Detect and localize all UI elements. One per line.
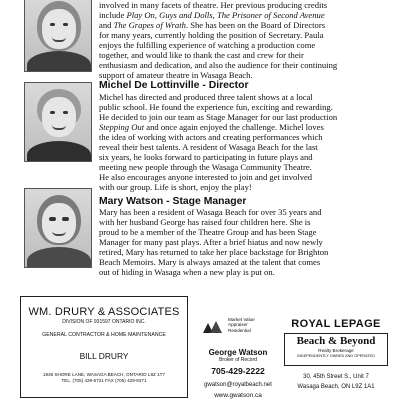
bio-line: Michel has directed and produced three talent shows at a local bbox=[99, 92, 313, 102]
mv-line2: Appraiser bbox=[228, 322, 248, 328]
bio-line: with our group. Life is short, enjoy the play! bbox=[99, 182, 252, 192]
market-value-logo-icon bbox=[202, 320, 224, 334]
bio-line: with her husband George has raised four children here. She is bbox=[99, 217, 311, 227]
portrait-mary bbox=[24, 188, 92, 268]
bio-line: meeting new people through the Wasaga Community Theatre. bbox=[99, 162, 312, 172]
royal-lepage-logo: ROYAL LEPAGE bbox=[291, 318, 381, 330]
bio-line: public school. He found the experience fun, exciting and rewarding. bbox=[99, 102, 333, 112]
bio-paula-text bbox=[99, 0, 387, 80]
bio-mary-text bbox=[99, 207, 387, 277]
bio-title-michel: Michel De Lottinville - Director bbox=[99, 80, 249, 91]
bio-line: enthusiasm and dedication, and also the audience for their continuing bbox=[99, 60, 338, 70]
ad-drury-associates bbox=[20, 296, 188, 398]
bio-line: six years, he looks forward to participating in future plays and bbox=[99, 152, 313, 162]
drury-subtitle: DIVISION OF 931597 ONTARIO INC. bbox=[62, 319, 146, 325]
bio-line: together, and would like to thank the cast and crew for their bbox=[99, 50, 304, 60]
royal-lepage-address: 30, 45th Street S., Unit 7 bbox=[303, 374, 369, 380]
royal-lepage-city: Wasaga Beach, ON L9Z 1A1 bbox=[297, 384, 375, 390]
bio-line: proud to be a member of the Theatre Group and has been Stage bbox=[99, 227, 317, 237]
mv-line3: Residential bbox=[228, 327, 251, 333]
ad-royal-lepage bbox=[284, 318, 388, 400]
bio-line: and The Grapes of Wrath. She has been on the Board of Directors bbox=[99, 20, 326, 30]
bio-line: Stepping Out and once again enjoyed the challenge. Michel loves bbox=[99, 122, 324, 132]
royal-lepage-tagline: INDEPENDENTLY OWNED AND OPERATED bbox=[297, 354, 375, 358]
bio-line: for many years, currently holding the position of Secretary. Paula bbox=[99, 30, 324, 40]
bio-line: enjoys the fulfilling experience of watching a production come bbox=[99, 40, 316, 50]
mv-line1: Market Value bbox=[228, 317, 255, 322]
drury-address: 1946 SHORE LANE, WASAGA BEACH, ONTARIO L9Z 1T7 bbox=[42, 372, 166, 377]
bio-line: He decided to join our team as Stage Manager for our last production bbox=[99, 112, 338, 122]
bio-line: reveal their best talents. A resident of Wasaga Beach for the last bbox=[99, 142, 318, 152]
watson-name: George Watson bbox=[208, 348, 268, 357]
portrait-michel bbox=[24, 82, 92, 162]
royal-lepage-office: Beach & Beyond bbox=[296, 335, 376, 347]
bio-line: include Play On, Guys and Dolls, The Prisoner of Second Avenue bbox=[99, 10, 325, 20]
drury-service: GENERAL CONTRACTOR & HOME MAINTENANCE bbox=[42, 332, 166, 338]
bio-line: out of hiding in Wasaga when a new play is put on. bbox=[99, 267, 275, 277]
watson-website: www.gwatson.ca bbox=[214, 392, 262, 399]
drury-phone: TEL. (705) 429-5721 FAX (705) 429-8371 bbox=[61, 378, 147, 383]
watson-email: gwatson@royalbeach.net bbox=[204, 382, 272, 388]
drury-contact-name: BILL DRURY bbox=[79, 351, 129, 361]
bio-line: retired, Mary has returned to take her place backstage for Brighton bbox=[99, 247, 329, 257]
watson-role: Broker of Record bbox=[219, 357, 257, 363]
market-value-badge bbox=[228, 317, 255, 333]
portrait-paula bbox=[24, 0, 92, 72]
royal-lepage-brokerage: Realty Brokerage bbox=[318, 348, 354, 353]
royal-lepage-office-box bbox=[284, 333, 388, 366]
bio-line: Manager for many past plays. After a brief hiatus and now newly bbox=[99, 237, 323, 247]
bio-title-mary: Mary Watson - Stage Manager bbox=[99, 196, 247, 207]
ad-george-watson bbox=[198, 314, 278, 400]
watson-phone: 705-429-2222 bbox=[211, 366, 265, 376]
bio-line: Mary has been a resident of Wasaga Beach for over 35 years and bbox=[99, 207, 322, 217]
bio-line: the idea of working with actors and creating performances which bbox=[99, 132, 323, 142]
bio-line: support of amateur theatre in Wasaga Beach. bbox=[99, 70, 253, 80]
bio-line: He also encourages anyone interested to join and get involved bbox=[99, 172, 313, 182]
drury-title: WM. DRURY & ASSOCIATES bbox=[28, 306, 180, 318]
bio-line: involved in many facets of theatre. Her previous producing credits bbox=[99, 0, 328, 10]
bio-line: Beach Memoirs. Mary is always amazed at the talent that comes bbox=[99, 257, 321, 267]
bio-michel-text bbox=[99, 92, 387, 192]
